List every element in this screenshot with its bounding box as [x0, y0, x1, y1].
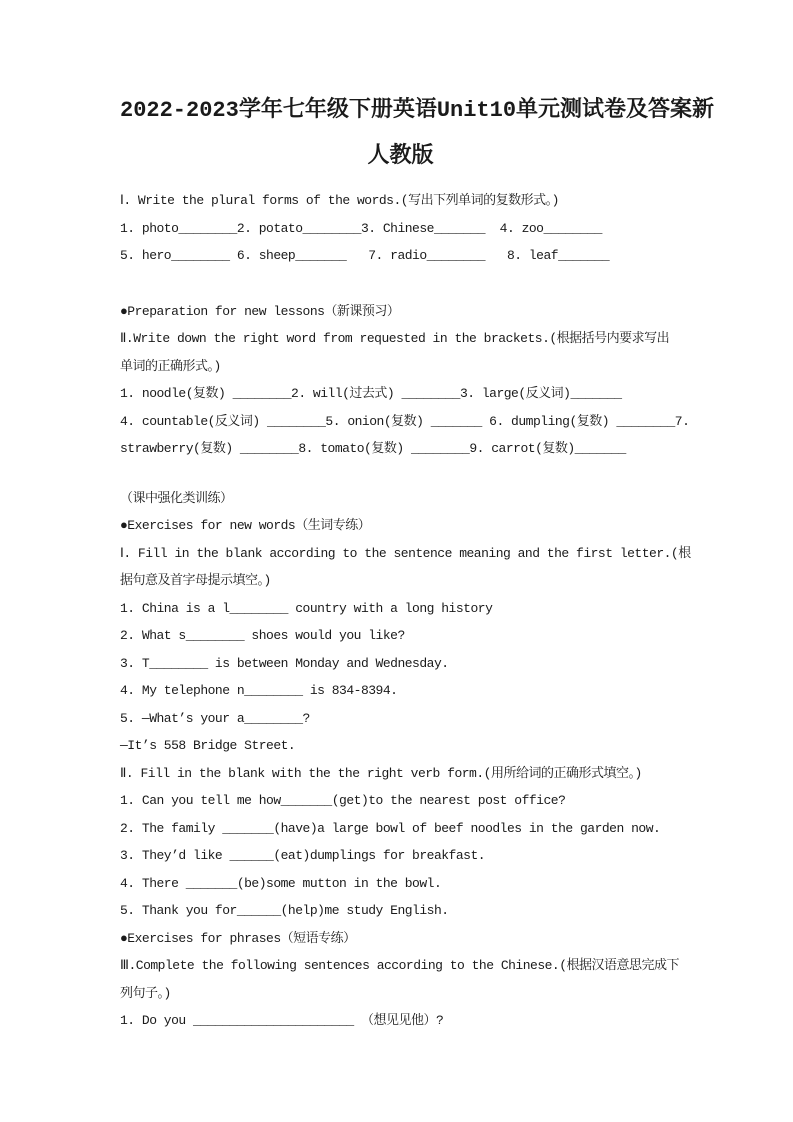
- section2-heading-cont: 单词的正确形式。): [120, 358, 221, 374]
- doc-line: 5. hero________ 6. sheep_______ 7. radio________ 8. leaf_______: [120, 248, 610, 263]
- section2-heading: Ⅱ.Write down the right word from requested in the brackets.(根据括号内要求写出: [120, 331, 670, 346]
- preparation-heading: ●Preparation for new lessons（新课预习）: [120, 303, 400, 319]
- doc-title-line1: 2022-2023学年七年级下册英语Unit10单元测试卷及答案新: [120, 98, 715, 123]
- doc-line: —It’s 558 Bridge Street.: [120, 738, 296, 753]
- section3-heading: Ⅰ. Fill in the blank according to the sentence meaning and the first letter.(根: [120, 545, 691, 561]
- doc-line: 1. photo________2. potato________3. Chinese_______ 4. zoo________: [120, 220, 602, 236]
- in-class-training-heading: （课中强化类训练）: [120, 490, 233, 506]
- exercises-phrases-heading: ●Exercises for phrases（短语专练）: [120, 930, 356, 946]
- section5-heading-cont: 列句子。): [120, 985, 171, 1001]
- doc-line: 3. They’d like ______(eat)dumplings for breakfast.: [120, 848, 486, 863]
- document-body: [120, 187, 691, 1035]
- section5-heading: Ⅲ.Complete the following sentences according to the Chinese.(根据汉语意思完成下: [120, 958, 680, 973]
- doc-line: 2. What s________ shoes would you like?: [120, 628, 405, 643]
- doc-line: 4. My telephone n________ is 834-8394.: [120, 683, 398, 698]
- doc-line: 1. Do you ______________________ （想见见他）?: [120, 1013, 444, 1028]
- doc-line: 1. Can you tell me how_______(get)to the nearest post office?: [120, 793, 566, 808]
- doc-line: 4. There _______(be)some mutton in the bowl.: [120, 875, 442, 891]
- doc-line: 1. noodle(复数) ________2. will(过去式) ________3. large(反义词)_______: [120, 386, 622, 401]
- doc-line: 3. T________ is between Monday and Wednesday.: [120, 655, 449, 671]
- doc-line: 2. The family _______(have)a large bowl of beef noodles in the garden now.: [120, 820, 661, 836]
- doc-line: 5. Thank you for______(help)me study English.: [120, 903, 449, 918]
- section4-heading: Ⅱ. Fill in the blank with the the right verb form.(用所给词的正确形式填空。): [120, 765, 642, 781]
- exercises-new-words-heading: ●Exercises for new words（生词专练）: [120, 518, 371, 533]
- doc-line: strawberry(复数) ________8. tomato(复数) ________9. carrot(复数)_______: [120, 441, 626, 456]
- section3-heading-cont: 据句意及首字母提示填空。): [120, 573, 271, 588]
- section1-heading: Ⅰ. Write the plural forms of the words.(写出下列单词的复数形式。): [120, 193, 559, 208]
- doc-line: 1. China is a l________ country with a long history: [120, 600, 493, 616]
- doc-line: 4. countable(反义词) ________5. onion(复数) _______ 6. dumpling(复数) ________7.: [120, 413, 690, 429]
- doc-line: 5. —What’s your a________?: [120, 710, 310, 726]
- doc-title-line2: 人教版: [367, 144, 434, 169]
